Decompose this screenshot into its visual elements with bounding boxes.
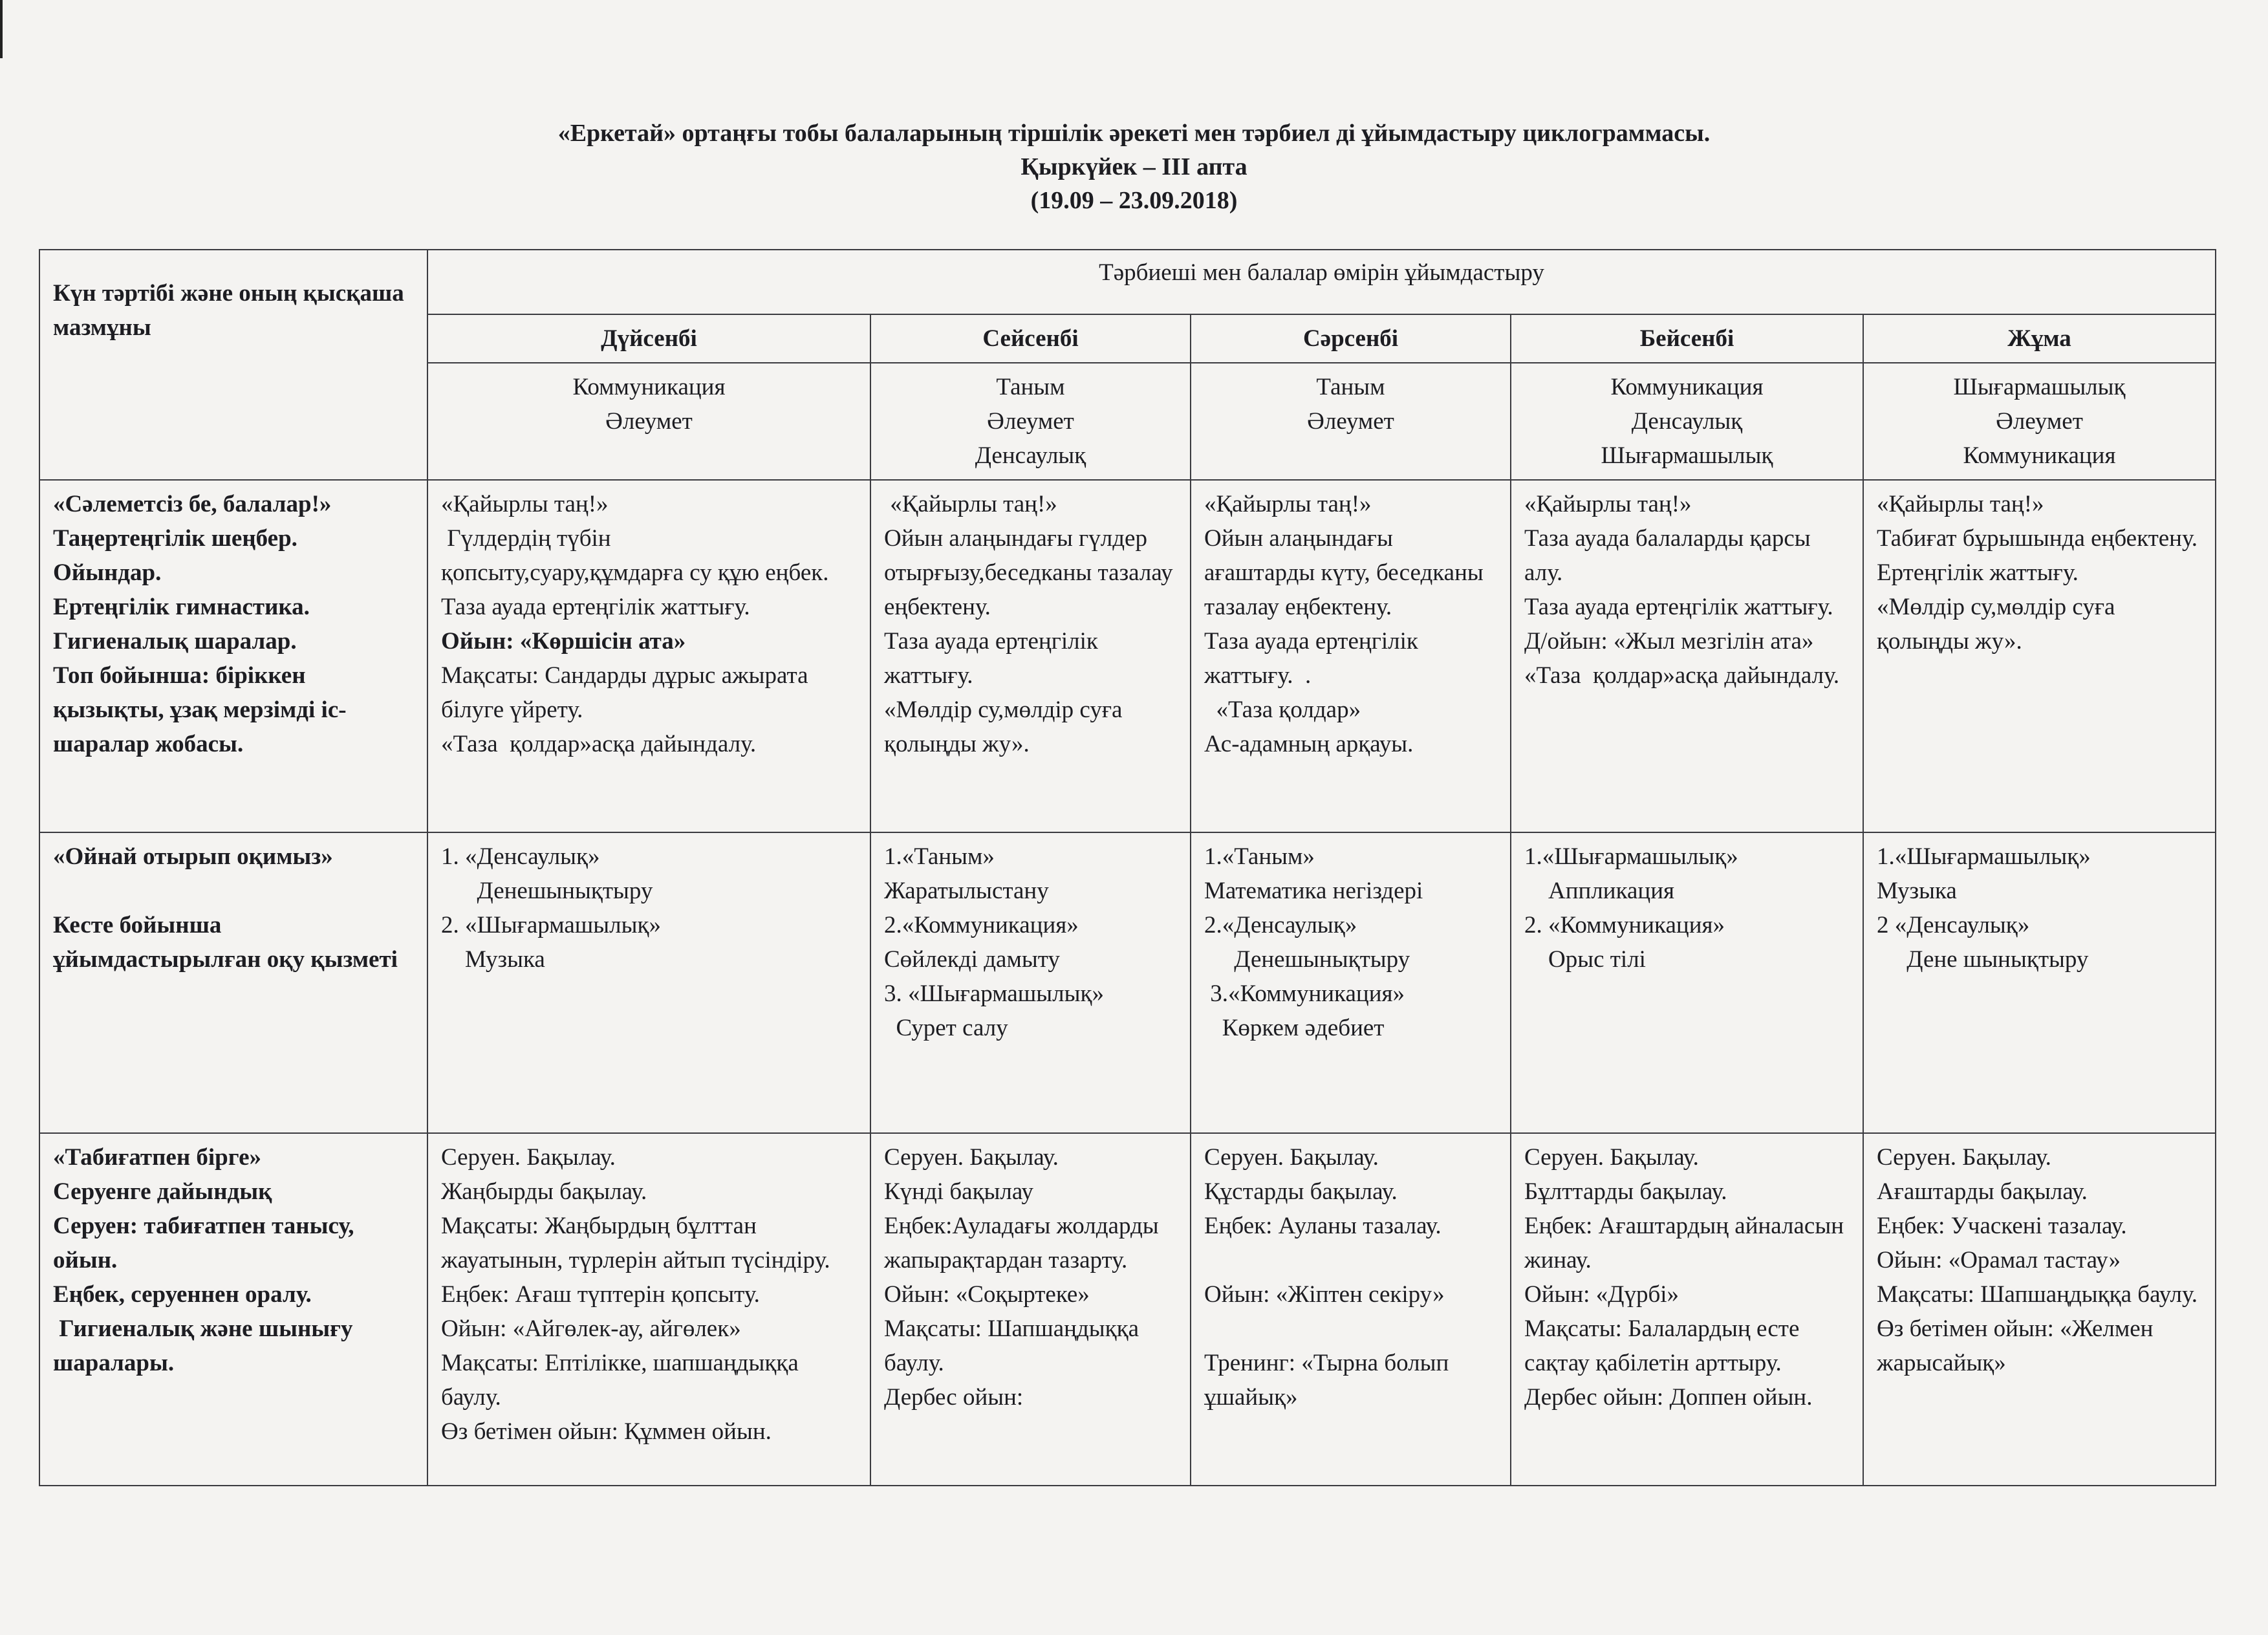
plan-line: Еңбек:Ауладағы жолдарды жапырақтардан тазарту. bbox=[884, 1213, 1165, 1273]
plan-line: Таза ауада балаларды қарсы алу. bbox=[1524, 525, 1817, 586]
day-header: Сейсенбі bbox=[870, 314, 1191, 363]
table-row-walk bbox=[39, 1133, 2216, 1486]
area-name: Денсаулық bbox=[1631, 408, 1743, 435]
plan-line: «Қайырлы таң!» bbox=[1524, 491, 1692, 517]
plan-line: Серуен. Бақылау. bbox=[1524, 1144, 1699, 1171]
row-label-line: Кесте бойынша ұйымдастырылған оқу қызметі bbox=[53, 912, 398, 973]
area-cell bbox=[1863, 363, 2216, 480]
scan-edge-mark bbox=[0, 0, 3, 58]
plan-line: Көркем әдебиет bbox=[1204, 1015, 1385, 1041]
plan-line: Дербес ойын: bbox=[884, 1384, 1024, 1411]
plan-line: «Қайырлы таң!» bbox=[1204, 491, 1372, 517]
table-row-learning bbox=[39, 832, 2216, 1133]
plan-line: Ойын: «Соқыртеке» bbox=[884, 1281, 1090, 1308]
plan-line: Еңбек: Ағаш түптерін қопсыту. bbox=[441, 1281, 760, 1308]
row-label-line: «Ойнай отырып оқимыз» bbox=[53, 843, 333, 870]
plan-line: Ойын алаңындағы гүлдер отырғызу,беседканы тазалау еңбектену. bbox=[884, 525, 1179, 620]
plan-line: «Таза қолдар»асқа дайындалу. bbox=[441, 731, 757, 757]
area-name: Әлеумет bbox=[1307, 408, 1394, 435]
plan-cell bbox=[870, 480, 1191, 832]
row-label-line bbox=[53, 874, 414, 908]
row-label-line: Гигиеналық шаралар. bbox=[53, 628, 297, 655]
plan-line: Денешынықтыру bbox=[441, 878, 653, 904]
plan-line: Мақсаты: Шапшаңдыққа баулу. bbox=[884, 1316, 1145, 1376]
plan-cell bbox=[1863, 480, 2216, 832]
plan-line: 2.«Коммуникация» bbox=[884, 912, 1079, 938]
row-label-line: Ертеңгілік гимнастика. bbox=[53, 594, 310, 620]
row-label bbox=[39, 480, 427, 832]
plan-line: Таза ауада ертеңгілік жаттығу. . bbox=[1204, 628, 1425, 689]
plan-line: Д/ойын: «Жыл мезгілін ата» bbox=[1524, 628, 1814, 655]
plan-line: Таза ауада ертеңгілік жаттығу. bbox=[1524, 594, 1833, 620]
plan-line: «Қайырлы таң!» bbox=[884, 491, 1057, 517]
plan-line: Дене шынықтыру bbox=[1877, 946, 2089, 973]
plan-line: «Таза қолдар»асқа дайындалу. bbox=[1524, 662, 1840, 689]
row-label-line: Ойындар. bbox=[53, 559, 162, 586]
plan-line: 3.«Коммуникация» bbox=[1204, 980, 1405, 1007]
area-cell bbox=[427, 363, 870, 480]
plan-line: 2 «Денсаулық» bbox=[1877, 912, 2030, 938]
plan-line: 2. «Коммуникация» bbox=[1524, 912, 1725, 938]
area-name: Коммуникация bbox=[572, 374, 726, 400]
area-name: Коммуникация bbox=[1963, 442, 2116, 469]
month-week: Қыркүйек – ІІІ апта bbox=[1021, 153, 1247, 180]
area-cell bbox=[870, 363, 1191, 480]
plan-line: Мақсаты: Шапшаңдыққа баулу. bbox=[1877, 1281, 2198, 1308]
plan-line: Таза ауада ертеңгілік жаттығу. bbox=[884, 628, 1105, 689]
plan-line bbox=[1204, 1243, 1497, 1277]
document-header bbox=[0, 116, 2268, 217]
row-label bbox=[39, 1133, 427, 1486]
plan-line: Мақсаты: Ептілікке, шапшаңдыққа баулу. bbox=[441, 1350, 805, 1411]
plan-line: Өз бетімен ойын: «Желмен жарысайық» bbox=[1877, 1316, 2165, 1376]
plan-line: Музыка bbox=[441, 946, 545, 973]
plan-line: Серуен. Бақылау. bbox=[884, 1144, 1059, 1171]
plan-line: Тренинг: «Тырна болып ұшайық» bbox=[1204, 1350, 1455, 1411]
plan-line: Табиғат бұрышында еңбектену. bbox=[1877, 525, 2198, 552]
plan-cell bbox=[427, 832, 870, 1133]
plan-line: Гүлдердің түбін қопсыту,суару,құмдарға су құю еңбек. bbox=[441, 525, 829, 586]
plan-line: Ойын: «Дүрбі» bbox=[1524, 1281, 1679, 1308]
plan-line: 1.«Шығармашылық» bbox=[1877, 843, 2091, 870]
area-name: Таным bbox=[996, 374, 1065, 400]
area-name: Әлеумет bbox=[605, 408, 693, 435]
plan-line: Мақсаты: Сандарды дұрыс ажырата білуге үйрету. bbox=[441, 662, 814, 723]
plan-cell bbox=[427, 1133, 870, 1486]
plan-line: Дербес ойын: Доппен ойын. bbox=[1524, 1384, 1813, 1411]
plan-cell bbox=[1191, 1133, 1511, 1486]
plan-line: Сурет салу bbox=[884, 1015, 1008, 1041]
plan-line: Еңбек: Ағаштардың айналасын жинау. bbox=[1524, 1213, 1850, 1273]
plan-line: Математика негіздері bbox=[1204, 878, 1423, 904]
area-name: Денсаулық bbox=[975, 442, 1086, 469]
row-label-line: Серуенге дайындық bbox=[53, 1178, 272, 1205]
cyclogram-table bbox=[39, 249, 2216, 1486]
plan-line: Ойын: «Орамал тастау» bbox=[1877, 1247, 2121, 1273]
document-title: «Еркетай» ортаңғы тобы балаларының тіршілік әрекеті мен тәрбиел ді ұйымдастыру циклограммасы. bbox=[557, 120, 1711, 147]
area-name: Шығармашылық bbox=[1953, 374, 2126, 400]
plan-line: Мақсаты: Жаңбырдың бұлттан жауатынын, түрлерін айтып түсіндіру. bbox=[441, 1213, 830, 1273]
plan-line: Өз бетімен ойын: Құммен ойын. bbox=[441, 1418, 772, 1445]
plan-line: Ас-адамның арқауы. bbox=[1204, 731, 1414, 757]
plan-line: Құстарды бақылау. bbox=[1204, 1178, 1398, 1205]
corner-label: Күн тәртібі және оның қысқаша мазмұны bbox=[39, 250, 427, 480]
area-name: Шығармашылық bbox=[1601, 442, 1773, 469]
group-header-row bbox=[39, 250, 2216, 314]
plan-line: Сөйлекді дамыту bbox=[884, 946, 1060, 973]
plan-line: Жаңбырды бақылау. bbox=[441, 1178, 647, 1205]
plan-line: Денешынықтыру bbox=[1204, 946, 1410, 973]
plan-cell bbox=[870, 832, 1191, 1133]
plan-line: 1.«Таным» bbox=[884, 843, 995, 870]
plan-line: Мақсаты: Балалардың есте сақтау қабілетін арттыру. bbox=[1524, 1316, 1806, 1376]
plan-line: Жаратылыстану bbox=[884, 878, 1049, 904]
row-label-line: Гигиеналық және шынығу шаралары. bbox=[53, 1316, 359, 1376]
plan-line: Ойын: «Айгөлек-ау, айгөлек» bbox=[441, 1316, 741, 1342]
table-row-morning bbox=[39, 480, 2216, 832]
plan-line: Серуен. Бақылау. bbox=[441, 1144, 616, 1171]
plan-line: Еңбек: Учаскені тазалау. bbox=[1877, 1213, 2127, 1239]
plan-line: Бұлттарды бақылау. bbox=[1524, 1178, 1727, 1205]
plan-cell bbox=[1511, 832, 1863, 1133]
area-cell bbox=[1511, 363, 1863, 480]
plan-line: 1. «Денсаулық» bbox=[441, 843, 600, 870]
plan-line: «Мөлдір су,мөлдір суға қолыңды жу». bbox=[1877, 594, 2121, 655]
row-label-line: Еңбек, серуеннен оралу. bbox=[53, 1281, 312, 1308]
day-header: Сәрсенбі bbox=[1191, 314, 1511, 363]
plan-line: Аппликация bbox=[1524, 878, 1675, 904]
group-header: Тәрбиеші мен балалар өмірін ұйымдастыру bbox=[427, 250, 2216, 314]
plan-line: Серуен. Бақылау. bbox=[1877, 1144, 2051, 1171]
plan-cell bbox=[1511, 1133, 1863, 1486]
row-label-line: «Табиғатпен бірге» bbox=[53, 1144, 261, 1171]
plan-line: Күнді бақылау bbox=[884, 1178, 1033, 1205]
plan-line: 1.«Таным» bbox=[1204, 843, 1315, 870]
plan-cell bbox=[1511, 480, 1863, 832]
day-header: Дүйсенбі bbox=[427, 314, 870, 363]
plan-line: Еңбек: Ауланы тазалау. bbox=[1204, 1213, 1442, 1239]
plan-line: Таза ауада ертеңгілік жаттығу. bbox=[441, 594, 750, 620]
plan-cell bbox=[427, 480, 870, 832]
plan-cell bbox=[1863, 1133, 2216, 1486]
area-name: Таным bbox=[1316, 374, 1385, 400]
row-label-line: Топ бойынша: біріккен қызықты, ұзақ мерзімді іс-шаралар жобасы. bbox=[53, 662, 347, 757]
plan-cell bbox=[870, 1133, 1191, 1486]
row-label bbox=[39, 832, 427, 1133]
plan-line: Орыс тілі bbox=[1524, 946, 1646, 973]
plan-line: 1.«Шығармашылық» bbox=[1524, 843, 1738, 870]
plan-line: «Мөлдір су,мөлдір суға қолыңды жу». bbox=[884, 697, 1129, 757]
area-name: Әлеумет bbox=[1996, 408, 2083, 435]
plan-line: 2. «Шығармашылық» bbox=[441, 912, 661, 938]
area-cell bbox=[1191, 363, 1511, 480]
plan-cell bbox=[1191, 480, 1511, 832]
plan-line: «Таза қолдар» bbox=[1204, 697, 1361, 723]
plan-line: Серуен. Бақылау. bbox=[1204, 1144, 1379, 1171]
plan-cell bbox=[1863, 832, 2216, 1133]
area-name: Әлеумет bbox=[987, 408, 1074, 435]
plan-line: «Қайырлы таң!» bbox=[441, 491, 609, 517]
plan-line: 2.«Денсаулық» bbox=[1204, 912, 1357, 938]
day-header: Жұма bbox=[1863, 314, 2216, 363]
plan-line: Ертеңгілік жаттығу. bbox=[1877, 559, 2079, 586]
plan-line bbox=[1204, 1312, 1497, 1346]
plan-cell bbox=[1191, 832, 1511, 1133]
area-name: Коммуникация bbox=[1610, 374, 1764, 400]
row-label-line: Серуен: табиғатпен танысу, ойын. bbox=[53, 1213, 360, 1273]
row-label-line: «Сәлеметсіз бе, балалар!» bbox=[53, 491, 332, 517]
plan-line: Ойын алаңындағы ағаштарды күту, беседканы тазалау еңбектену. bbox=[1204, 525, 1490, 620]
plan-line: Ағаштарды бақылау. bbox=[1877, 1178, 2088, 1205]
day-header: Бейсенбі bbox=[1511, 314, 1863, 363]
date-range: (19.09 – 23.09.2018) bbox=[1030, 187, 1238, 214]
row-label-line: Таңертеңгілік шеңбер. bbox=[53, 525, 297, 552]
plan-line: «Қайырлы таң!» bbox=[1877, 491, 2044, 517]
plan-line: Ойын: «Жіптен секіру» bbox=[1204, 1281, 1445, 1308]
plan-line: Ойын: «Көршісін ата» bbox=[441, 628, 686, 655]
plan-line: 3. «Шығармашылық» bbox=[884, 980, 1104, 1007]
plan-line: Музыка bbox=[1877, 878, 1957, 904]
